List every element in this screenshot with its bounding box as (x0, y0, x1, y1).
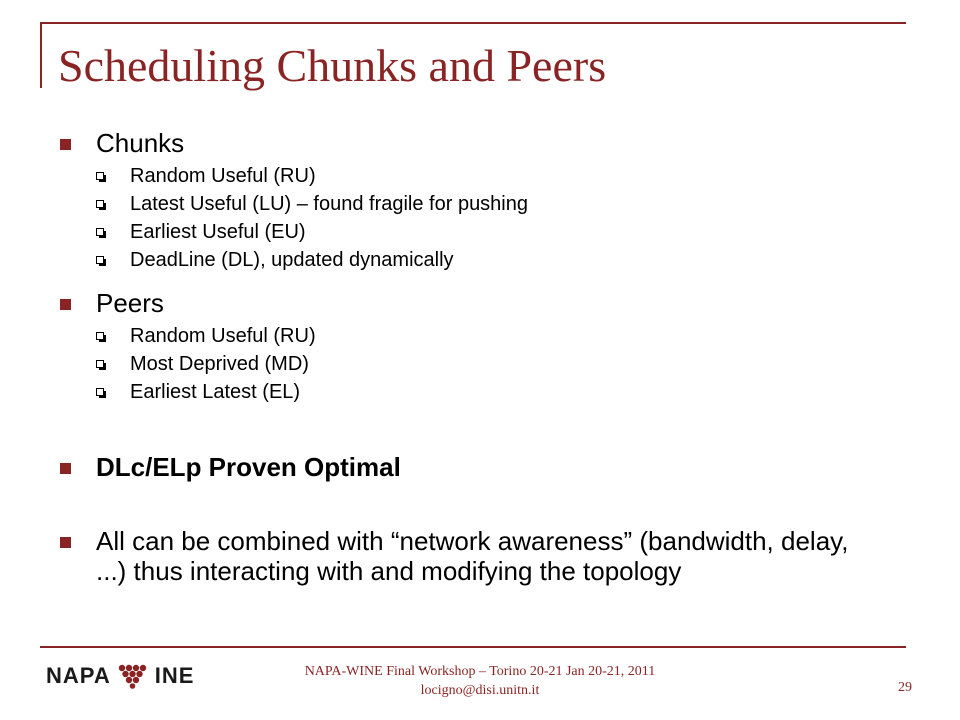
logo-text-left: NAPA (46, 663, 111, 688)
sub-item-label: Latest Useful (LU) – found fragile for pushing (130, 193, 528, 215)
shadow-box-bullet-icon (96, 360, 104, 368)
bullet-optimal (60, 452, 920, 482)
square-bullet-icon (60, 139, 71, 150)
sub-item-label: Most Deprived (MD) (130, 353, 309, 375)
sub-item-label: Random Useful (RU) (130, 165, 316, 187)
shadow-box-bullet-icon (96, 256, 104, 264)
shadow-box-bullet-icon (96, 388, 104, 396)
footer-divider (40, 646, 906, 648)
sub-item (96, 246, 920, 274)
footer-caption (240, 662, 720, 700)
bullet-label: Peers (96, 288, 164, 318)
sub-list (96, 322, 920, 406)
napa-wine-logo (46, 661, 194, 691)
bullet-chunks (60, 128, 920, 274)
slide-frame-left (40, 22, 42, 88)
square-bullet-icon (60, 299, 71, 310)
page-number: 29 (898, 680, 912, 695)
slide-body (60, 128, 920, 586)
bullet-label: Chunks (96, 128, 185, 158)
footer-event: NAPA-WINE Final Workshop – Torino 20-21 Jan 20-21, 2011 (304, 664, 656, 679)
sub-item (96, 350, 920, 378)
footer-email: locigno@disi.unitn.it (420, 683, 540, 698)
sub-item (96, 218, 920, 246)
bullet-label: All can be combined with “network awareness” (bandwidth, delay, ...) thus interacting with and modifying the topology (96, 526, 849, 586)
bullet-label: DLc/ELp Proven Optimal (96, 452, 401, 482)
slide-frame-top (40, 22, 906, 24)
bullet-peers (60, 288, 920, 406)
sub-item-label: Random Useful (RU) (130, 325, 316, 347)
sub-item-label: Earliest Useful (EU) (130, 221, 306, 243)
square-bullet-icon (60, 537, 71, 548)
bullet-network-awareness (60, 526, 856, 586)
sub-item (96, 190, 920, 218)
shadow-box-bullet-icon (96, 228, 104, 236)
shadow-box-bullet-icon (96, 200, 104, 208)
shadow-box-bullet-icon (96, 172, 104, 180)
square-bullet-icon (60, 463, 71, 474)
sub-item (96, 322, 920, 350)
sub-item (96, 378, 920, 406)
grape-cluster-icon (117, 663, 151, 689)
logo-text-right: INE (154, 663, 195, 688)
sub-item-label: DeadLine (DL), updated dynamically (130, 249, 454, 271)
shadow-box-bullet-icon (96, 332, 104, 340)
slide-title: Scheduling Chunks and Peers (58, 40, 607, 91)
sub-item (96, 162, 920, 190)
sub-item-label: Earliest Latest (EL) (130, 381, 301, 403)
sub-list (96, 162, 920, 274)
